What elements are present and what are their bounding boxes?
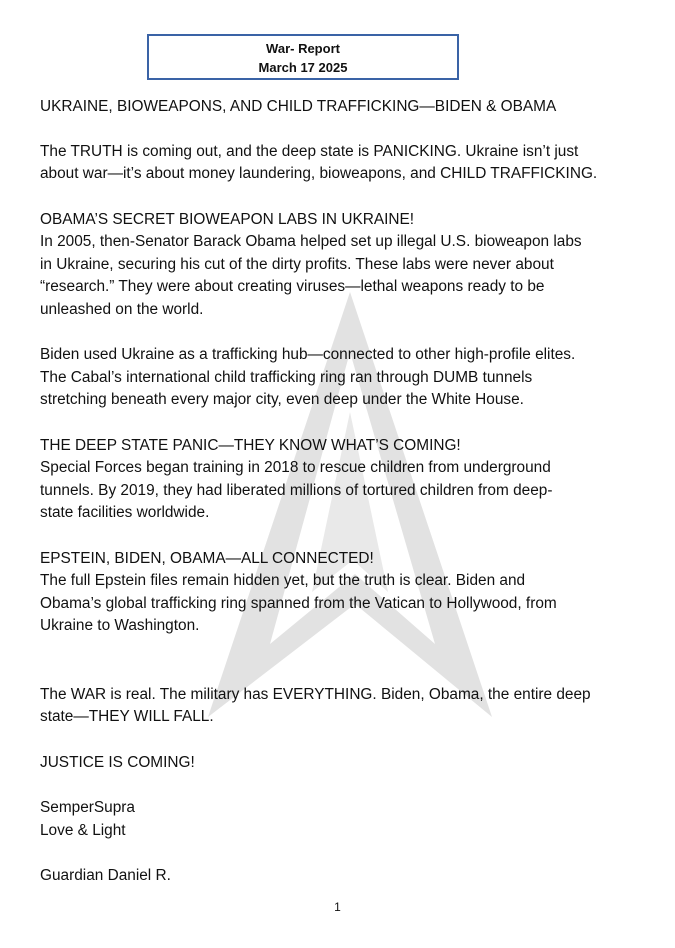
document-title: UKRAINE, BIOWEAPONS, AND CHILD TRAFFICKING—BIDEN & OBAMA: [40, 98, 557, 115]
section-line: In 2005, then-Senator Barack Obama helped set up illegal U.S. bioweapon labs: [40, 233, 582, 250]
section-heading-all-connected: EPSTEIN, BIDEN, OBAMA—ALL CONNECTED!: [40, 549, 374, 567]
intro-line: about war—it’s about money laundering, bioweapons, and CHILD TRAFFICKING.: [40, 165, 598, 182]
paragraph-line: stretching beneath every major city, even deep under the White House.: [40, 391, 524, 408]
report-header-title: War- Report: [266, 41, 340, 56]
paragraph-line: Biden used Ukraine as a trafficking hub—connected to other high-profile elites.: [40, 346, 576, 363]
justice-line: JUSTICE IS COMING!: [40, 753, 195, 771]
report-header-date: March 17 2025: [258, 60, 348, 75]
signoff-tagline: Love & Light: [40, 821, 126, 839]
section-line: in Ukraine, securing his cut of the dirty profits. These labs were never about: [40, 255, 554, 273]
section-line: The full Epstein files remain hidden yet, but the truth is clear. Biden and: [40, 572, 526, 589]
document-body: [40, 96, 660, 888]
section-line: “research.” They were about creating viruses—lethal weapons ready to be: [40, 278, 545, 295]
section-line: unleashed on the world.: [40, 300, 204, 318]
section-heading-deep-state-panic: THE DEEP STATE PANIC—THEY KNOW WHAT’S COMING!: [40, 436, 461, 454]
section-line: Obama’s global trafficking ring spanned from the Vatican to Hollywood, from: [40, 594, 557, 612]
section-line: tunnels. By 2019, they had liberated millions of tortured children from deep-: [40, 481, 553, 499]
section-line: state facilities worldwide.: [40, 504, 210, 521]
signature: Guardian Daniel R.: [40, 867, 171, 884]
report-header-box: [147, 34, 459, 80]
section-line: Ukraine to Washington.: [40, 617, 200, 634]
paragraph-line: The Cabal’s international child trafficking ring ran through DUMB tunnels: [40, 368, 533, 386]
page-number: 1: [334, 900, 341, 914]
section-line: Special Forces began training in 2018 to rescue children from underground: [40, 459, 551, 476]
intro-line: The TRUTH is coming out, and the deep state is PANICKING. Ukraine isn’t just: [40, 142, 579, 160]
signoff-name: SemperSupra: [40, 799, 135, 816]
section-heading-bioweapon-labs: OBAMA’S SECRET BIOWEAPON LABS IN UKRAINE!: [40, 210, 415, 228]
closing-line: The WAR is real. The military has EVERYTHING. Biden, Obama, the entire deep: [40, 685, 591, 703]
closing-line: state—THEY WILL FALL.: [40, 708, 214, 725]
